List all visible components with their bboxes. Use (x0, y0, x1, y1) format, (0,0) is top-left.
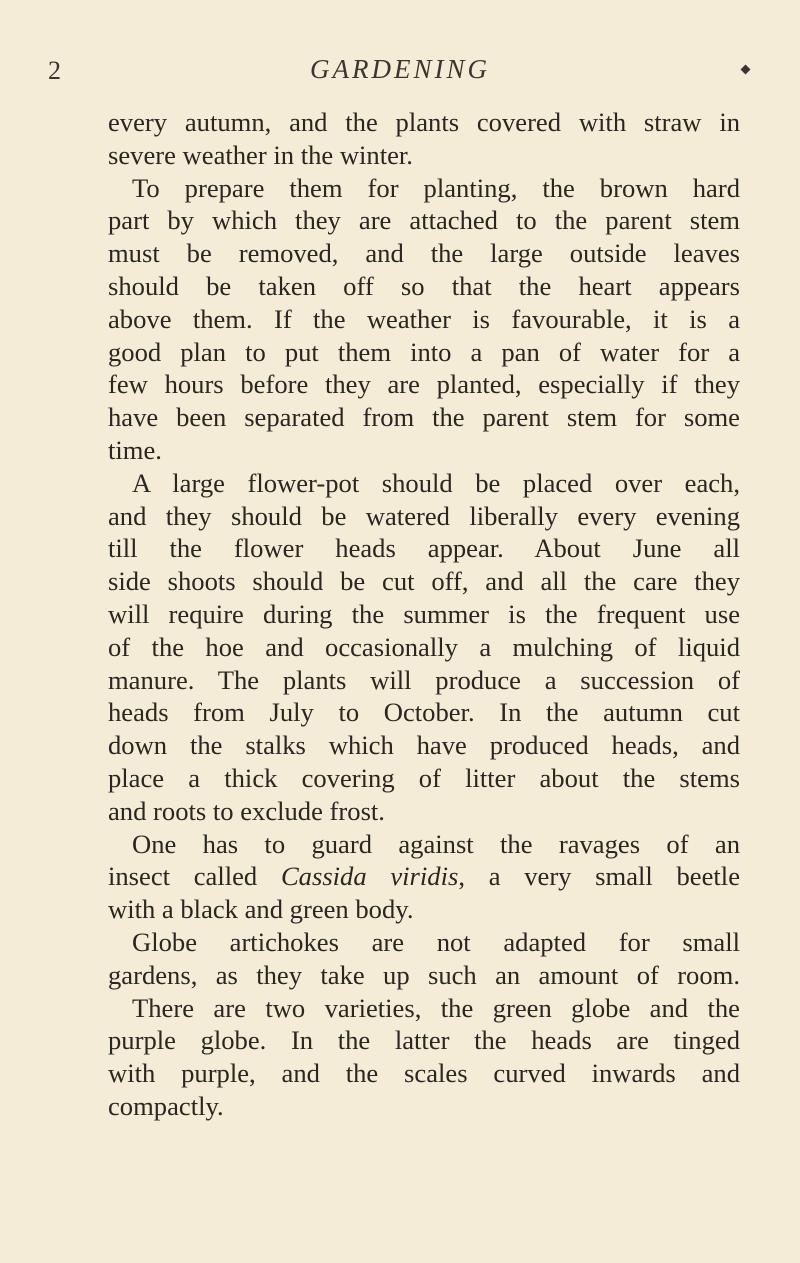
text-line: every autumn, and the plants covered with straw in (108, 107, 740, 137)
text-line: severe weather in the winter. (108, 139, 413, 170)
running-head: GARDENING (310, 54, 490, 84)
text-line: with purple, and the scales curved inwards and (108, 1058, 740, 1089)
text-line: must be removed, and the large outside leaves (108, 238, 740, 269)
text-line: side shoots should be cut off, and all the care they (108, 566, 740, 597)
text-line: One has to guard against the ravages of an (132, 828, 740, 859)
text-line: manure. The plants will produce a succession of (108, 664, 740, 695)
text-line: heads from July to October. In the autumn cut (108, 697, 740, 728)
text-line: should be taken off so that the heart appears (108, 270, 740, 301)
species-name: Cassida viridis (280, 861, 459, 892)
text-line: and roots to exclude frost. (108, 795, 385, 826)
text-line: To prepare them for planting, the brown hard (132, 172, 740, 203)
text-line: down the stalks which have produced heads, and (108, 730, 740, 761)
text-line: Globe artichokes are not adapted for small (132, 926, 740, 957)
text-line: above them. If the weather is favourable, it is a (108, 303, 740, 334)
text-line: will require during the summer is the frequent use (108, 598, 740, 629)
text-line: gardens, as they take up such an amount of room. (108, 959, 740, 990)
text-line: till the flower heads appear. About June all (108, 533, 740, 564)
text-line: and they should be watered liberally every evening (108, 500, 740, 531)
text-line: good plan to put them into a pan of water for a (108, 336, 740, 367)
line-text-after: , a very small beetle (458, 861, 740, 892)
text-line: A large flower-pot should be placed over each, (132, 467, 740, 498)
text-line: of the hoe and occasionally a mulching of liquid (108, 631, 740, 662)
line-text-before: insect called (108, 861, 281, 892)
text-line: few hours before they are planted, especially if they (108, 369, 740, 400)
text-line: place a thick covering of litter about the stems (108, 762, 740, 793)
text-line: have been separated from the parent stem for some (108, 402, 740, 433)
text-line: purple globe. In the latter the heads are tinged (108, 1025, 740, 1056)
body-text (108, 106, 740, 1123)
text-line: compactly. (108, 1090, 224, 1121)
text-line: with a black and green body. (108, 894, 414, 925)
page-number: 2 (48, 56, 61, 85)
text-line: part by which they are attached to the parent stem (108, 205, 740, 236)
text-line: time. (108, 434, 162, 465)
text-line: There are two varieties, the green globe and the (132, 992, 740, 1023)
text-line (108, 860, 740, 893)
